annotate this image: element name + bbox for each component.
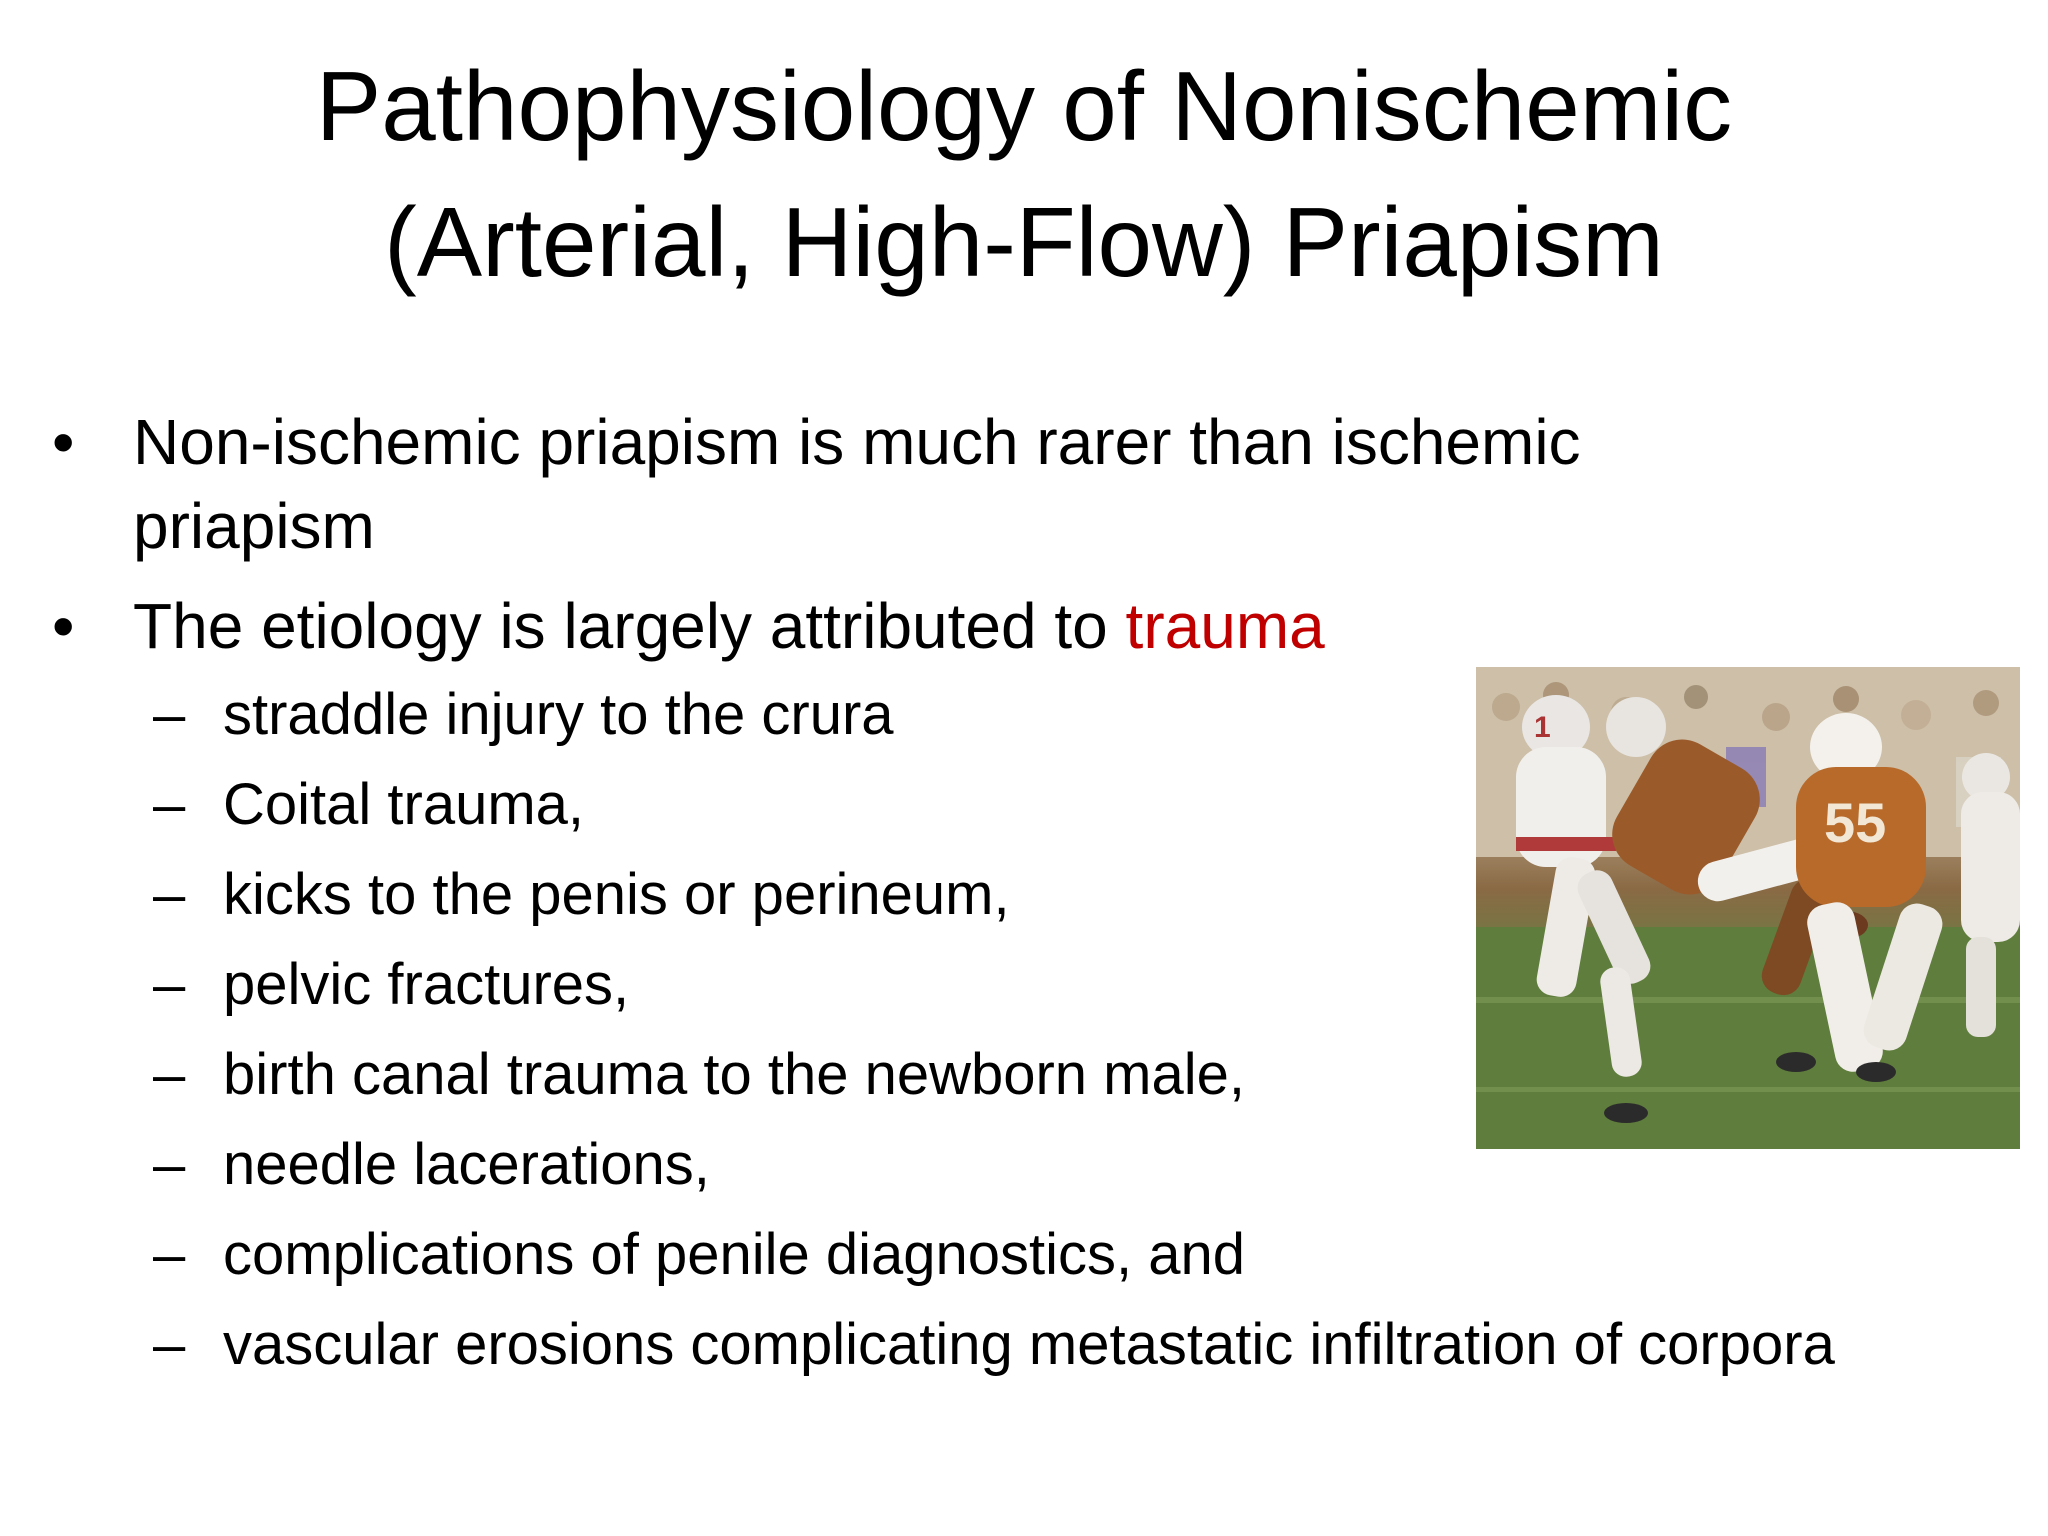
jersey-number-left: 1 bbox=[1534, 711, 1551, 744]
dash-marker: – bbox=[153, 1222, 186, 1287]
bullet-item bbox=[0, 400, 1773, 568]
sub-item-text: needle lacerations, bbox=[223, 1132, 710, 1197]
dash-marker: – bbox=[153, 1042, 186, 1107]
sub-item-text: vascular erosions complicating metastatic infiltration of corpora bbox=[223, 1312, 1835, 1377]
field-line bbox=[1476, 997, 2020, 1003]
sub-item-text: birth canal trauma to the newborn male, bbox=[223, 1042, 1245, 1107]
bullet-text: The etiology is largely attributed to bbox=[133, 590, 1126, 662]
football-tackle-photo bbox=[1476, 667, 2020, 1149]
title-line-2: (Arterial, High-Flow) Priapism bbox=[384, 187, 1664, 297]
sub-item bbox=[0, 1210, 2048, 1300]
jersey-number-right: 55 bbox=[1824, 791, 1887, 854]
bullet-marker: • bbox=[52, 406, 75, 478]
sub-item-text: Coital trauma, bbox=[223, 772, 585, 837]
dash-marker: – bbox=[153, 1132, 186, 1197]
bullet-item bbox=[0, 584, 1773, 668]
dash-marker: – bbox=[153, 772, 186, 837]
title-line-1: Pathophysiology of Nonischemic bbox=[315, 51, 1733, 161]
bullet-marker: • bbox=[52, 590, 75, 662]
dash-marker: – bbox=[153, 682, 186, 747]
highlight-trauma: trauma bbox=[1125, 590, 1325, 662]
sub-item-text: kicks to the penis or perineum, bbox=[223, 862, 1010, 927]
sub-item-text: straddle injury to the crura bbox=[223, 682, 894, 747]
dash-marker: – bbox=[153, 862, 186, 927]
sub-item-text: complications of penile diagnostics, and bbox=[223, 1222, 1246, 1287]
sub-item bbox=[0, 1300, 2048, 1390]
dash-marker: – bbox=[153, 952, 186, 1017]
dash-marker: – bbox=[153, 1312, 186, 1377]
bullet-text: Non-ischemic priapism is much rarer than ischemic priapism bbox=[133, 406, 1581, 562]
sub-item-text: pelvic fractures, bbox=[223, 952, 630, 1017]
field-line bbox=[1476, 1087, 2020, 1092]
slide-title bbox=[0, 38, 2048, 310]
photo-illustration bbox=[1476, 667, 2020, 1149]
